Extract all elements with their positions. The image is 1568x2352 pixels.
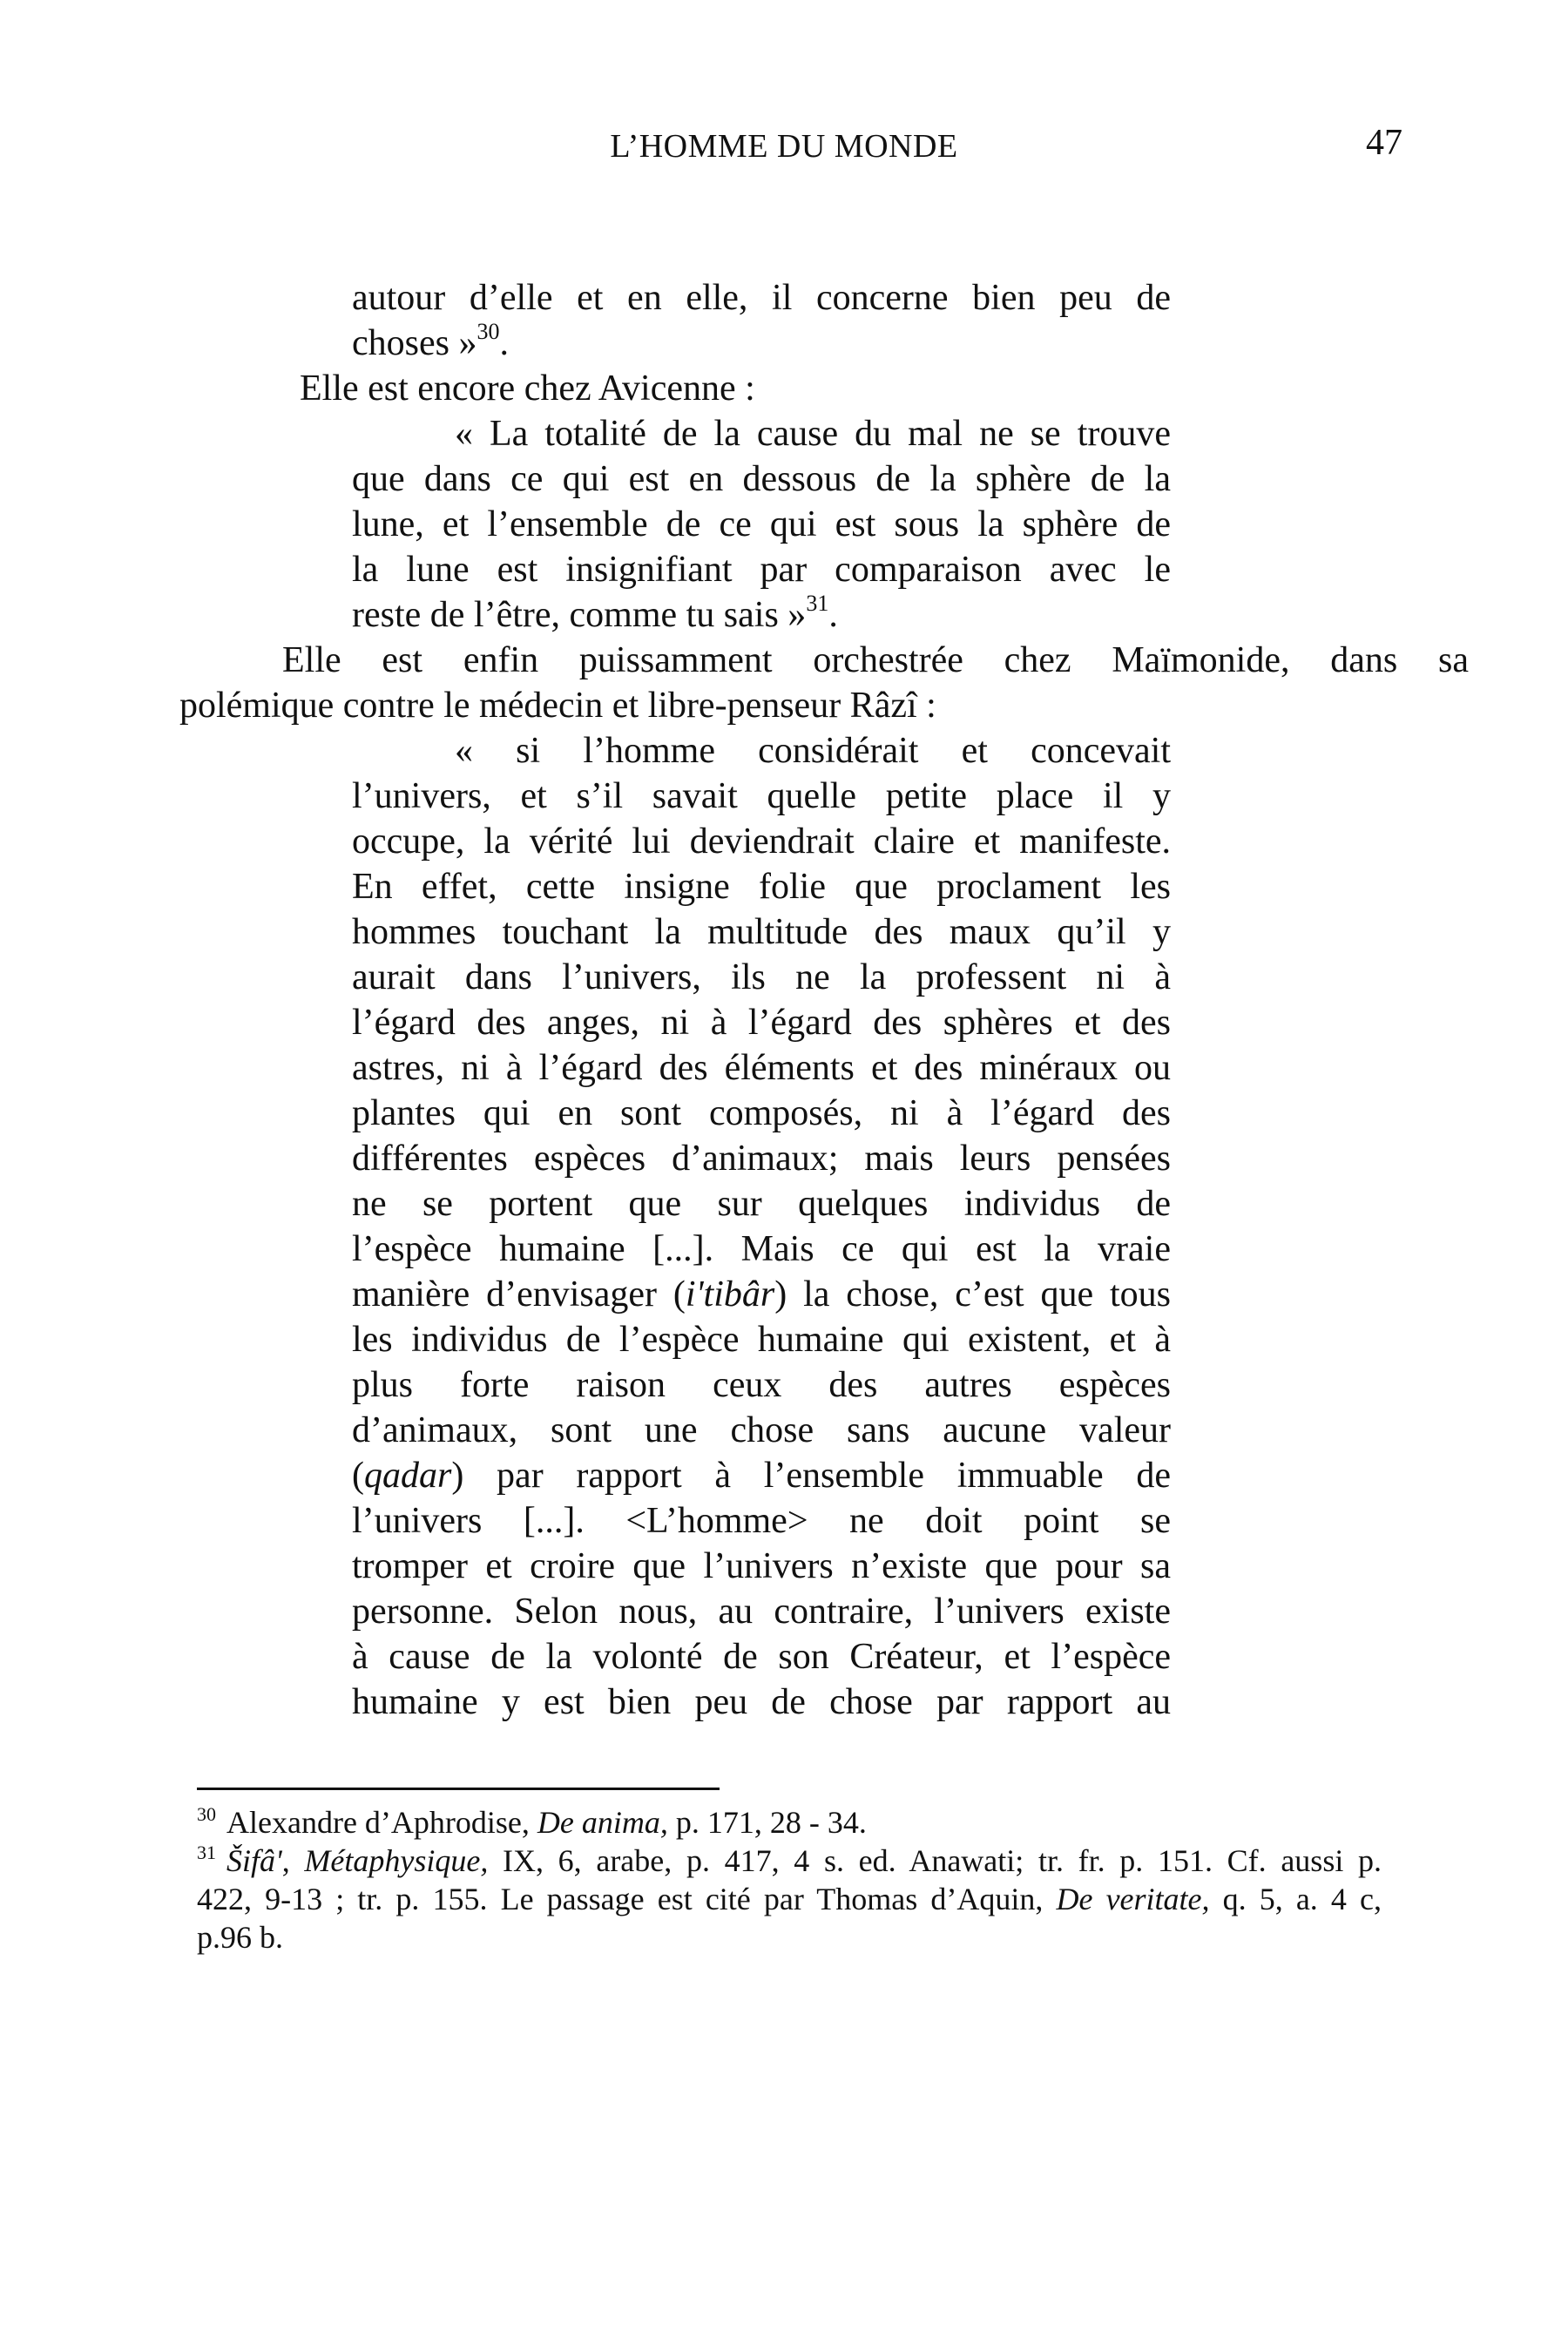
footnote-text: , bbox=[281, 1843, 305, 1878]
footnote-text: Alexandre d’Aphrodise, bbox=[226, 1805, 537, 1840]
quote-line bbox=[352, 592, 1171, 638]
quote-line: astres, ni à l’égard des éléments et des minéraux ou bbox=[352, 1048, 1171, 1088]
quote-line: plus forte raison ceux des autres espèces bbox=[352, 1365, 1171, 1405]
paragraph-maimonide-line: polémique contre le médecin et libre-penseur Râzî : bbox=[179, 686, 936, 726]
quote-line: ne se portent que sur quelques individus de bbox=[352, 1184, 1171, 1224]
arabic-term: i'tibâr bbox=[685, 1274, 775, 1315]
footnote-text: IX, 6, arabe, p. 417, 4 s. ed. Anawati; tr. fr. p. 151. Cf. aussi p. bbox=[488, 1843, 1382, 1878]
quote-maimonide bbox=[352, 728, 1171, 1725]
footnote-text: p. 171, 28 - 34. bbox=[667, 1805, 867, 1840]
quote-line: hommes touchant la multitude des maux qu’il y bbox=[352, 912, 1171, 952]
paragraph-maimonide-line: Elle est enfin puissamment orchestrée chez Maïmonide, dans sa bbox=[282, 640, 1469, 680]
quote-text: ) par rapport à l’ensemble immuable de bbox=[451, 1456, 1171, 1496]
note-ref-31: 31 bbox=[806, 591, 829, 616]
footnote-text: 422, 9-13 ; tr. p. 155. Le passage est cité par Thomas d’Aquin, bbox=[197, 1882, 1057, 1916]
quote-line bbox=[352, 321, 1171, 366]
footnote-number: 30 bbox=[197, 1803, 216, 1825]
quote-line: autour d’elle et en elle, il concerne bien peu de bbox=[352, 278, 1171, 318]
quote-line: plantes qui en sont composés, ni à l’égard des bbox=[352, 1093, 1171, 1133]
footnote-31 bbox=[197, 1842, 1382, 1880]
quote-line: En effet, cette insigne folie que proclament les bbox=[352, 867, 1171, 907]
quote-line bbox=[352, 1272, 1171, 1317]
quote-text: ( bbox=[352, 1456, 364, 1496]
quote-avicenne bbox=[352, 411, 1171, 638]
quote-line: différentes espèces d’animaux; mais leurs pensées bbox=[352, 1139, 1171, 1179]
quote-line: les individus de l’espèce humaine qui existent, et à bbox=[352, 1320, 1171, 1360]
quote-line: lune, et l’ensemble de ce qui est sous la sphère de bbox=[352, 504, 1171, 544]
quote-line: occupe, la vérité lui deviendrait claire et manifeste. bbox=[352, 821, 1171, 862]
quote-line: l’univers, et s’il savait quelle petite place il y bbox=[352, 776, 1171, 816]
quote-continuation bbox=[352, 275, 1171, 366]
quote-text: choses » bbox=[352, 323, 477, 363]
quote-text: ) la chose, c’est que tous bbox=[774, 1274, 1171, 1315]
quote-line: humaine y est bien peu de chose par rapport au bbox=[352, 1682, 1171, 1722]
page-number: 47 bbox=[1366, 123, 1402, 163]
footnote-work: Šifâ' bbox=[226, 1843, 282, 1878]
footnote-text: q. 5, a. 4 c, bbox=[1209, 1882, 1382, 1916]
arabic-term: qadar bbox=[364, 1456, 452, 1496]
quote-line bbox=[352, 1453, 1171, 1498]
quote-end: . bbox=[499, 323, 509, 363]
quote-line: l’égard des anges, ni à l’égard des sphères et des bbox=[352, 1003, 1171, 1043]
footnotes bbox=[197, 1803, 1382, 1957]
footnote-rule bbox=[197, 1788, 720, 1790]
running-head bbox=[0, 122, 1568, 166]
note-ref-30: 30 bbox=[476, 319, 500, 344]
quote-line: « La totalité de la cause du mal ne se trouve bbox=[455, 414, 1171, 454]
quote-text: reste de l’être, comme tu sais » bbox=[352, 595, 807, 635]
footnote-31-line3: p.96 b. bbox=[197, 1920, 283, 1955]
quote-line: l’univers [...]. <L’homme> ne doit point se bbox=[352, 1501, 1171, 1541]
footnote-title: De veritate, bbox=[1056, 1882, 1210, 1916]
footnote-31-line2 bbox=[197, 1880, 1382, 1918]
quote-line: personne. Selon nous, au contraire, l’univers existe bbox=[352, 1592, 1171, 1632]
footnote-title: Métaphysique, bbox=[304, 1843, 489, 1878]
quote-line: que dans ce qui est en dessous de la sphère de la bbox=[352, 459, 1171, 499]
quote-text: manière d’envisager ( bbox=[352, 1274, 686, 1315]
quote-line: aurait dans l’univers, ils ne la professent ni à bbox=[352, 957, 1171, 997]
footnote-30 bbox=[197, 1803, 1382, 1842]
footnote-number: 31 bbox=[197, 1842, 216, 1863]
quote-end: . bbox=[828, 595, 838, 635]
quote-line: d’animaux, sont une chose sans aucune valeur bbox=[352, 1410, 1171, 1450]
quote-line: à cause de la volonté de son Créateur, et l’espèce bbox=[352, 1637, 1171, 1677]
running-title: L’HOMME DU MONDE bbox=[610, 128, 958, 165]
quote-line: la lune est insignifiant par comparaison avec le bbox=[352, 550, 1171, 590]
quote-line: tromper et croire que l’univers n’existe que pour sa bbox=[352, 1546, 1171, 1586]
quote-line: l’espèce humaine [...]. Mais ce qui est la vraie bbox=[352, 1229, 1171, 1269]
quote-line: « si l’homme considérait et concevait bbox=[455, 731, 1171, 771]
paragraph-avicenne: Elle est encore chez Avicenne : bbox=[300, 368, 755, 409]
footnote-title: De anima, bbox=[537, 1805, 668, 1840]
body-text bbox=[179, 275, 1469, 1725]
